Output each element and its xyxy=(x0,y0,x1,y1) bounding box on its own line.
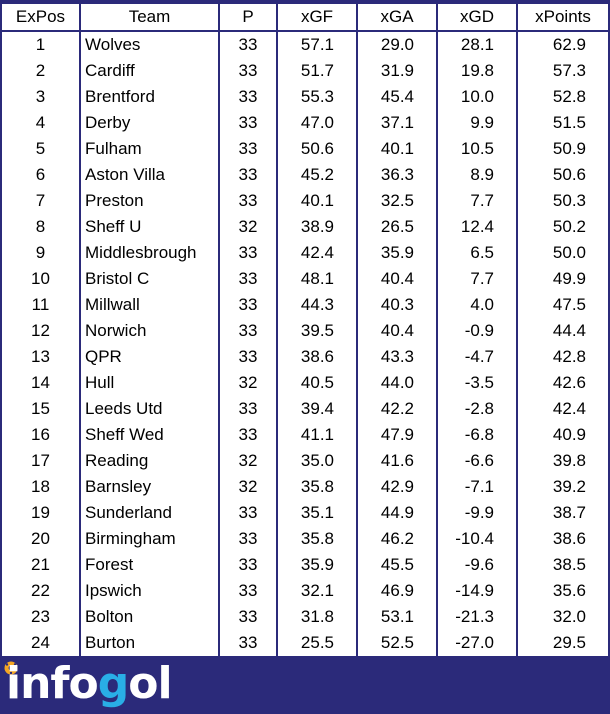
cell-played: 32 xyxy=(219,474,277,500)
cell-xgf: 39.5 xyxy=(277,318,357,344)
cell-xgd: -4.7 xyxy=(437,344,517,370)
cell-team: Norwich xyxy=(80,318,219,344)
cell-xpoints: 57.3 xyxy=(552,61,586,80)
cell-xgf: 51.7 xyxy=(277,58,357,84)
table-row[interactable] xyxy=(2,344,608,370)
cell-played: 33 xyxy=(219,58,277,84)
cell-team: Sheff Wed xyxy=(80,422,219,448)
cell-xpoints: 32.0 xyxy=(552,607,586,626)
cell-xpoints: 38.5 xyxy=(552,555,586,574)
col-header-xpoints[interactable]: xPoints xyxy=(517,4,608,31)
cell-xpoints: 51.5 xyxy=(552,113,586,132)
cell-xpoints: 50.6 xyxy=(552,165,586,184)
cell-expos: 4 xyxy=(2,110,80,136)
cell-xgd: -9.9 xyxy=(437,500,517,526)
cell-xga: 35.9 xyxy=(357,240,437,266)
cell-played: 33 xyxy=(219,630,277,656)
cell-team: Hull xyxy=(80,370,219,396)
cell-expos: 1 xyxy=(2,31,80,58)
cell-xga: 43.3 xyxy=(357,344,437,370)
table-row[interactable] xyxy=(2,552,608,578)
cell-xga: 42.9 xyxy=(357,474,437,500)
expected-standings-table xyxy=(2,4,608,656)
cell-played: 33 xyxy=(219,136,277,162)
cell-team: Birmingham xyxy=(80,526,219,552)
cell-expos: 10 xyxy=(2,266,80,292)
cell-team: Millwall xyxy=(80,292,219,318)
table-row[interactable] xyxy=(2,240,608,266)
cell-xga: 47.9 xyxy=(357,422,437,448)
cell-xpoints: 38.7 xyxy=(552,503,586,522)
table-row[interactable] xyxy=(2,526,608,552)
table-row[interactable] xyxy=(2,188,608,214)
cell-xpoints: 44.4 xyxy=(552,321,586,340)
cell-xga: 53.1 xyxy=(357,604,437,630)
cell-xgf: 50.6 xyxy=(277,136,357,162)
cell-xgf: 35.9 xyxy=(277,552,357,578)
cell-played: 33 xyxy=(219,604,277,630)
cell-played: 33 xyxy=(219,292,277,318)
cell-team: Barnsley xyxy=(80,474,219,500)
cell-xga: 46.2 xyxy=(357,526,437,552)
cell-played: 33 xyxy=(219,552,277,578)
cell-played: 33 xyxy=(219,31,277,58)
cell-played: 33 xyxy=(219,188,277,214)
cell-xga: 31.9 xyxy=(357,58,437,84)
cell-expos: 17 xyxy=(2,448,80,474)
infogol-logo xyxy=(4,655,172,713)
table-row[interactable] xyxy=(2,630,608,656)
table-row[interactable] xyxy=(2,292,608,318)
cell-xgd: 7.7 xyxy=(437,266,517,292)
cell-team: Sheff U xyxy=(80,214,219,240)
cell-xgd: 19.8 xyxy=(437,58,517,84)
cell-expos: 13 xyxy=(2,344,80,370)
col-header-xga[interactable]: xGA xyxy=(357,4,437,31)
cell-expos: 8 xyxy=(2,214,80,240)
cell-xgf: 55.3 xyxy=(277,84,357,110)
cell-xgd: 7.7 xyxy=(437,188,517,214)
cell-xpoints: 39.2 xyxy=(552,477,586,496)
cell-played: 32 xyxy=(219,448,277,474)
cell-xga: 29.0 xyxy=(357,31,437,58)
cell-played: 32 xyxy=(219,214,277,240)
cell-xpoints: 42.4 xyxy=(552,399,586,418)
cell-expos: 7 xyxy=(2,188,80,214)
cell-xgd: 10.5 xyxy=(437,136,517,162)
cell-xgd: 8.9 xyxy=(437,162,517,188)
cell-played: 32 xyxy=(219,370,277,396)
cell-xgd: -21.3 xyxy=(437,604,517,630)
cell-xga: 37.1 xyxy=(357,110,437,136)
cell-xgd: 9.9 xyxy=(437,110,517,136)
cell-expos: 18 xyxy=(2,474,80,500)
cell-expos: 9 xyxy=(2,240,80,266)
col-header-expos[interactable]: ExPos xyxy=(2,4,80,31)
cell-xgf: 35.1 xyxy=(277,500,357,526)
table-row[interactable] xyxy=(2,84,608,110)
table-row[interactable] xyxy=(2,396,608,422)
cell-expos: 19 xyxy=(2,500,80,526)
cell-xgf: 38.6 xyxy=(277,344,357,370)
cell-played: 33 xyxy=(219,162,277,188)
cell-team: Preston xyxy=(80,188,219,214)
col-header-team[interactable]: Team xyxy=(80,4,219,31)
cell-xpoints: 50.0 xyxy=(552,243,586,262)
table-row[interactable] xyxy=(2,500,608,526)
cell-xpoints: 49.9 xyxy=(552,269,586,288)
table-row[interactable] xyxy=(2,422,608,448)
cell-xga: 42.2 xyxy=(357,396,437,422)
cell-xpoints: 29.5 xyxy=(552,633,586,652)
cell-xpoints: 42.8 xyxy=(552,347,586,366)
cell-xgd: 6.5 xyxy=(437,240,517,266)
cell-played: 33 xyxy=(219,500,277,526)
header-row xyxy=(2,4,608,31)
cell-expos: 5 xyxy=(2,136,80,162)
cell-xga: 32.5 xyxy=(357,188,437,214)
cell-xgf: 32.1 xyxy=(277,578,357,604)
cell-team: QPR xyxy=(80,344,219,370)
cell-xgf: 44.3 xyxy=(277,292,357,318)
cell-xpoints: 62.9 xyxy=(552,35,586,54)
logo-text-ol: ol xyxy=(128,658,172,709)
cell-xgf: 48.1 xyxy=(277,266,357,292)
cell-xga: 45.4 xyxy=(357,84,437,110)
cell-team: Fulham xyxy=(80,136,219,162)
cell-played: 33 xyxy=(219,578,277,604)
cell-xgd: -9.6 xyxy=(437,552,517,578)
cell-team: Middlesbrough xyxy=(80,240,219,266)
cell-xgd: -0.9 xyxy=(437,318,517,344)
cell-xpoints: 50.3 xyxy=(552,191,586,210)
cell-played: 33 xyxy=(219,266,277,292)
cell-xgf: 42.4 xyxy=(277,240,357,266)
logo-text-g: g xyxy=(97,658,129,709)
cell-xga: 40.1 xyxy=(357,136,437,162)
cell-xgd: 28.1 xyxy=(437,31,517,58)
cell-expos: 23 xyxy=(2,604,80,630)
col-header-xgd[interactable]: xGD xyxy=(437,4,517,31)
logo-text-info: info xyxy=(6,658,98,709)
cell-team: Cardiff xyxy=(80,58,219,84)
cell-xgd: -2.8 xyxy=(437,396,517,422)
cell-team: Wolves xyxy=(80,31,219,58)
cell-expos: 2 xyxy=(2,58,80,84)
cell-xgf: 41.1 xyxy=(277,422,357,448)
cell-xpoints: 39.8 xyxy=(552,451,586,470)
cell-played: 33 xyxy=(219,526,277,552)
cell-expos: 16 xyxy=(2,422,80,448)
cell-expos: 15 xyxy=(2,396,80,422)
cell-expos: 24 xyxy=(2,630,80,656)
cell-xga: 26.5 xyxy=(357,214,437,240)
table-row[interactable] xyxy=(2,578,608,604)
table-row[interactable] xyxy=(2,214,608,240)
cell-xgf: 39.4 xyxy=(277,396,357,422)
cell-team: Reading xyxy=(80,448,219,474)
cell-xga: 44.0 xyxy=(357,370,437,396)
cell-team: Bristol C xyxy=(80,266,219,292)
cell-expos: 14 xyxy=(2,370,80,396)
cell-xgf: 35.8 xyxy=(277,526,357,552)
cell-xgd: 12.4 xyxy=(437,214,517,240)
table-row[interactable] xyxy=(2,318,608,344)
cell-xgf: 47.0 xyxy=(277,110,357,136)
cell-team: Leeds Utd xyxy=(80,396,219,422)
cell-xgd: -10.4 xyxy=(437,526,517,552)
cell-xgf: 31.8 xyxy=(277,604,357,630)
logo-wordmark xyxy=(6,657,172,711)
cell-team: Sunderland xyxy=(80,500,219,526)
cell-xgf: 40.5 xyxy=(277,370,357,396)
cell-xpoints: 40.9 xyxy=(552,425,586,444)
cell-team: Brentford xyxy=(80,84,219,110)
cell-played: 33 xyxy=(219,240,277,266)
cell-played: 33 xyxy=(219,422,277,448)
cell-xga: 40.3 xyxy=(357,292,437,318)
cell-team: Bolton xyxy=(80,604,219,630)
col-header-xgf[interactable]: xGF xyxy=(277,4,357,31)
cell-xpoints: 35.6 xyxy=(552,581,586,600)
cell-xga: 40.4 xyxy=(357,318,437,344)
table-row[interactable] xyxy=(2,370,608,396)
cell-xga: 52.5 xyxy=(357,630,437,656)
cell-xgf: 38.9 xyxy=(277,214,357,240)
cell-xgd: -14.9 xyxy=(437,578,517,604)
cell-xga: 44.9 xyxy=(357,500,437,526)
cell-xga: 40.4 xyxy=(357,266,437,292)
cell-xpoints: 47.5 xyxy=(552,295,586,314)
cell-team: Aston Villa xyxy=(80,162,219,188)
cell-team: Forest xyxy=(80,552,219,578)
cell-xpoints: 50.2 xyxy=(552,217,586,236)
cell-team: Burton xyxy=(80,630,219,656)
cell-played: 33 xyxy=(219,110,277,136)
col-header-played[interactable]: P xyxy=(219,4,277,31)
cell-xga: 45.5 xyxy=(357,552,437,578)
cell-xgd: -3.5 xyxy=(437,370,517,396)
cell-xga: 46.9 xyxy=(357,578,437,604)
cell-expos: 21 xyxy=(2,552,80,578)
table-row[interactable] xyxy=(2,162,608,188)
table-row[interactable] xyxy=(2,136,608,162)
cell-xpoints: 52.8 xyxy=(552,87,586,106)
table-row[interactable] xyxy=(2,604,608,630)
cell-xga: 41.6 xyxy=(357,448,437,474)
cell-xpoints: 50.9 xyxy=(552,139,586,158)
table-row[interactable] xyxy=(2,448,608,474)
cell-played: 33 xyxy=(219,396,277,422)
cell-xgf: 35.0 xyxy=(277,448,357,474)
cell-xgd: -6.8 xyxy=(437,422,517,448)
cell-expos: 11 xyxy=(2,292,80,318)
cell-xpoints: 42.6 xyxy=(552,373,586,392)
table-body xyxy=(2,31,608,656)
cell-expos: 6 xyxy=(2,162,80,188)
cell-expos: 20 xyxy=(2,526,80,552)
cell-xga: 36.3 xyxy=(357,162,437,188)
cell-xgf: 35.8 xyxy=(277,474,357,500)
table-row[interactable] xyxy=(2,110,608,136)
cell-played: 33 xyxy=(219,84,277,110)
cell-xgf: 45.2 xyxy=(277,162,357,188)
cell-expos: 12 xyxy=(2,318,80,344)
cell-xgd: 10.0 xyxy=(437,84,517,110)
cell-xgf: 40.1 xyxy=(277,188,357,214)
cell-xgf: 57.1 xyxy=(277,31,357,58)
table-row[interactable] xyxy=(2,31,608,58)
cell-xpoints: 38.6 xyxy=(552,529,586,548)
table-row[interactable] xyxy=(2,58,608,84)
cell-team: Ipswich xyxy=(80,578,219,604)
cell-played: 33 xyxy=(219,318,277,344)
cell-xgd: -6.6 xyxy=(437,448,517,474)
cell-team: Derby xyxy=(80,110,219,136)
cell-xgf: 25.5 xyxy=(277,630,357,656)
cell-expos: 3 xyxy=(2,84,80,110)
cell-xgd: -7.1 xyxy=(437,474,517,500)
cell-xgd: 4.0 xyxy=(437,292,517,318)
cell-xgd: -27.0 xyxy=(437,630,517,656)
table-row[interactable] xyxy=(2,474,608,500)
cell-played: 33 xyxy=(219,344,277,370)
table-row[interactable] xyxy=(2,266,608,292)
cell-expos: 22 xyxy=(2,578,80,604)
